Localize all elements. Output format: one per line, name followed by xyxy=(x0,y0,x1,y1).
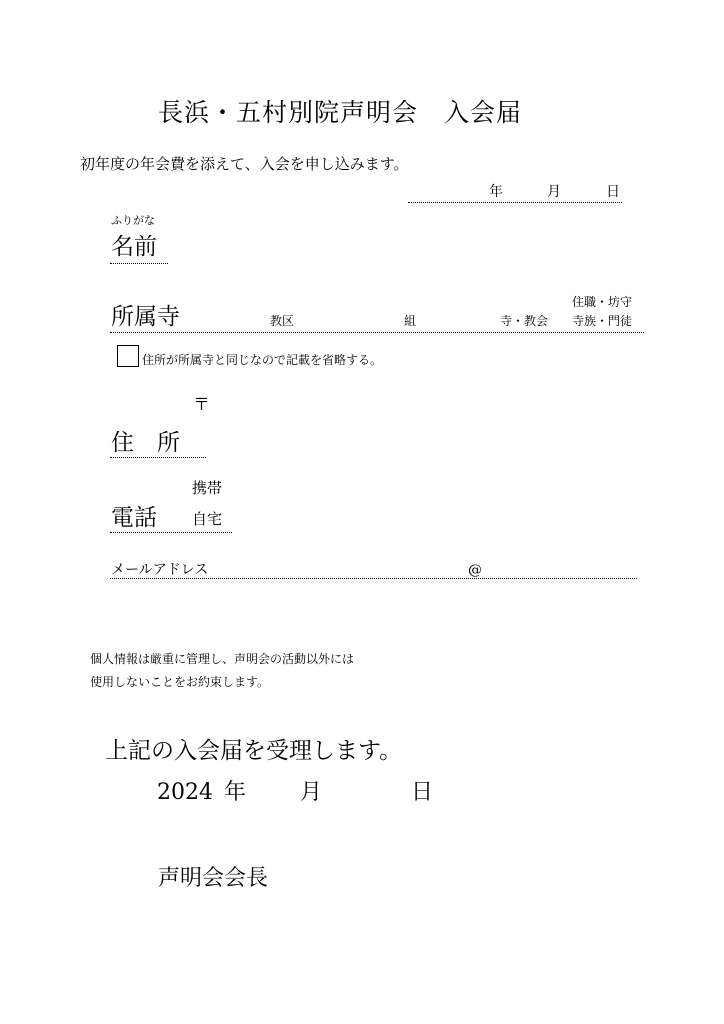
date-field[interactable] xyxy=(408,202,622,203)
temple-type-label: 寺・教会 xyxy=(500,314,549,328)
phone-label: 電話 xyxy=(111,505,157,531)
intro-text: 初年度の年会費を添えて、入会を申し込みます。 xyxy=(80,155,409,173)
same-address-checkbox[interactable] xyxy=(117,345,139,367)
name-ruby-label: ふりがな xyxy=(111,214,155,227)
receipt-year-unit: 年 xyxy=(224,780,247,805)
receipt-month-unit: 月 xyxy=(300,780,323,805)
receipt-day-unit: 日 xyxy=(411,780,434,805)
receipt-statement: 上記の入会届を受理します。 xyxy=(105,738,403,764)
temple-role-label-1: 住職・坊守 xyxy=(572,295,633,309)
name-field[interactable] xyxy=(110,263,168,264)
email-field[interactable] xyxy=(110,578,637,579)
date-year-label: 年 xyxy=(489,184,503,200)
phone-field[interactable] xyxy=(110,532,232,533)
postal-mark: 〒 xyxy=(193,395,210,415)
phone-mobile-label: 携帯 xyxy=(192,479,223,497)
privacy-note-line2: 使用しないことをお約束します。 xyxy=(90,675,270,689)
name-label: 名前 xyxy=(111,234,157,260)
email-label: メールアドレス xyxy=(111,562,209,578)
temple-field[interactable] xyxy=(110,332,644,333)
receipt-signer: 声明会会長 xyxy=(158,866,269,891)
temple-group-label: 組 xyxy=(404,314,417,328)
address-label: 住 所 xyxy=(111,430,180,456)
date-month-label: 月 xyxy=(547,184,561,200)
temple-label: 所属寺 xyxy=(111,304,180,330)
privacy-note-line1: 個人情報は厳重に管理し、声明会の活動以外には xyxy=(90,652,355,666)
temple-district-label: 教区 xyxy=(270,314,295,328)
checkbox-label: 住所が所属寺と同じなので記載を省略する。 xyxy=(142,353,383,367)
date-day-label: 日 xyxy=(606,184,620,200)
email-at-mark: @ xyxy=(468,562,482,578)
phone-home-label: 自宅 xyxy=(192,510,223,528)
temple-role-label-2: 寺族・門徒 xyxy=(572,314,633,328)
receipt-year-value: 2024 xyxy=(157,780,213,805)
address-field[interactable] xyxy=(110,457,206,458)
form-title: 長浜・五村別院声明会 入会届 xyxy=(158,98,523,127)
